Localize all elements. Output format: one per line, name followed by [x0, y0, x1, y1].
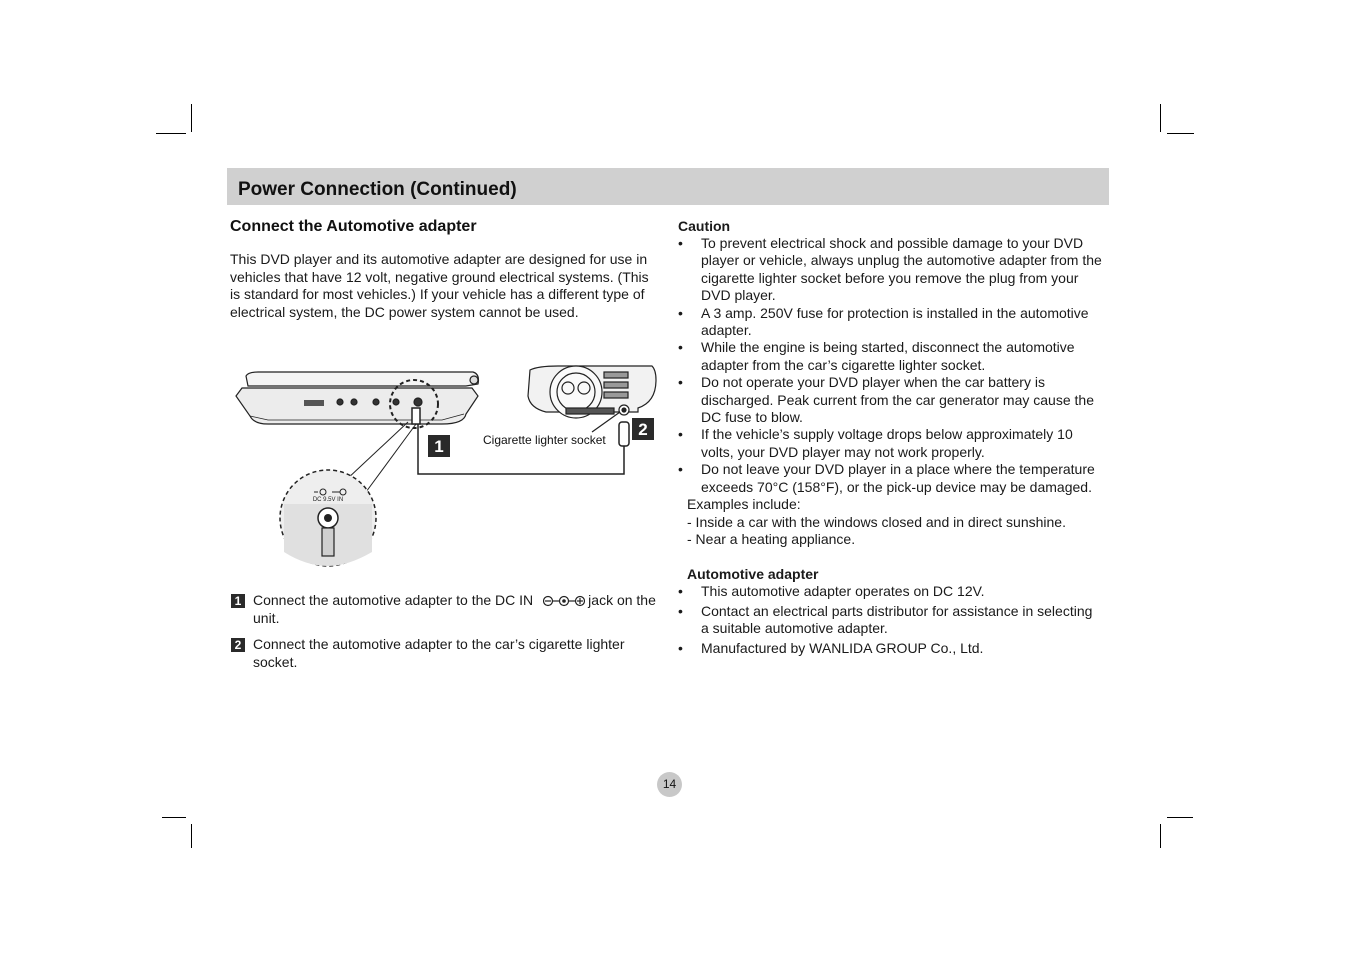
caution-item: • Do not operate your DVD player when the car battery is discharged. Peak current from the car generator may cause the DC fuse to blow.: [678, 374, 1102, 426]
caution-heading: Caution: [678, 218, 731, 234]
dc-polarity-icon: [543, 595, 585, 607]
adapter-list: [678, 583, 1102, 657]
jack-label: DC 9.5V IN: [312, 497, 344, 503]
adapter-item: • This automotive adapter operates on DC 12V.: [678, 583, 1102, 600]
crop-mark: [156, 133, 186, 134]
adapter-item: • Manufactured by WANLIDA GROUP Co., Ltd.: [678, 640, 1102, 657]
step-number: 1: [231, 594, 245, 608]
step-number: 2: [231, 638, 245, 652]
svg-text:2: 2: [638, 420, 648, 439]
callout-2: [632, 418, 654, 440]
adapter-heading: Automotive adapter: [687, 566, 819, 583]
zoom-line: [366, 424, 416, 492]
crop-mark: [1167, 133, 1194, 134]
crop-mark: [162, 817, 186, 818]
callout-1: [428, 435, 450, 457]
crop-mark: [1160, 104, 1161, 132]
step-text: Connect the automotive adapter to the car’s cigarette lighter socket.: [253, 636, 625, 670]
intro-paragraph: This DVD player and its automotive adapter are designed for use in vehicles that have 12 volt, negative ground electrical systems. (This is standard for most vehicles.) If your vehicle has a different type of electrical system, the DC power system cannot be used.: [230, 251, 649, 320]
example-item: - Inside a car with the windows closed and in direct sunshine.: [687, 513, 1066, 530]
section-header-bar: [227, 168, 1109, 205]
crop-mark: [1167, 817, 1193, 818]
caution-item: • While the engine is being started, disconnect the automotive adapter from the car’s cigarette lighter socket.: [678, 339, 1102, 374]
adapter-item: • Contact an electrical parts distributor for assistance in selecting a suitable automotive adapter.: [678, 603, 1102, 638]
caution-item: • Do not leave your DVD player in a place where the temperature exceeds 70°C (158°F), or the pick-up device may be damaged.: [678, 461, 1102, 496]
caution-list: [678, 235, 1102, 496]
svg-text:1: 1: [434, 437, 444, 456]
crop-mark: [191, 824, 192, 848]
step-text-part: Connect the automotive adapter to the DC IN: [253, 592, 534, 608]
notes-column: [678, 217, 1102, 657]
crop-mark: [1160, 824, 1161, 848]
caution-item: • A 3 amp. 250V fuse for protection is installed in the automotive adapter.: [678, 305, 1102, 340]
caution-item: • To prevent electrical shock and possible damage to your DVD player or vehicle, always unplug the automotive adapter from the cigarette lighter socket before you remove the plug from your DVD player.: [678, 235, 1102, 305]
zoom-line: [346, 422, 408, 480]
step-text: [253, 592, 663, 627]
section-heading: Connect the Automotive adapter: [230, 218, 477, 235]
dvd-player-illustration: [236, 372, 478, 424]
page-title: Power Connection (Continued): [238, 179, 517, 200]
socket-label: Cigarette lighter socket: [483, 433, 606, 447]
step-2: [231, 636, 663, 671]
example-item: - Near a heating appliance.: [687, 530, 856, 547]
connection-diagram: [228, 352, 664, 570]
examples-block: [687, 496, 1102, 548]
caution-item: • If the vehicle’s supply voltage drops below approximately 10 volts, your DVD player may not work properly.: [678, 426, 1102, 461]
step-1: [231, 592, 663, 627]
crop-mark: [191, 104, 192, 132]
examples-heading: Examples include:: [687, 496, 801, 513]
step-text-part: jack on the unit.: [253, 592, 656, 626]
dc-jack-closeup: [280, 470, 376, 566]
page-number: 14: [657, 772, 682, 797]
